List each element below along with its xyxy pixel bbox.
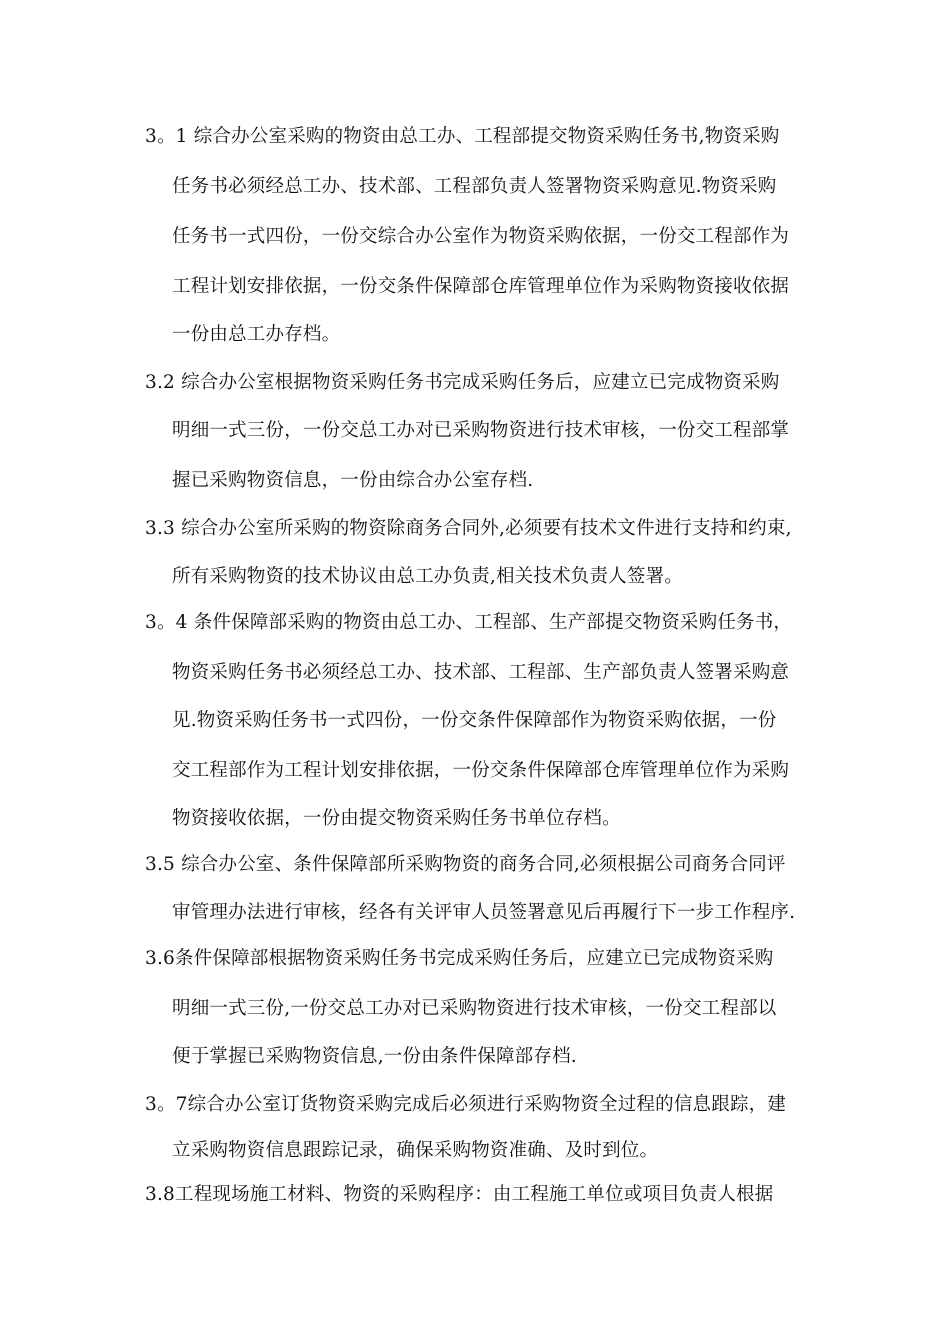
para-3-5-line-2: 审管理办法进行审核，经各有关评审人员签署意见后再履行下一步工作程序. — [172, 902, 796, 923]
para-3-3-line-2: 所有采购物资的技术协议由总工办负责,相关技术负责人签署。 — [172, 566, 683, 587]
para-3-3-line-1: 3.3 综合办公室所采购的物资除商务合同外,必须要有技术文件进行支持和约束, — [145, 518, 792, 539]
para-3-7-line-1: 3。7综合办公室订货物资采购完成后必须进行采购物资全过程的信息跟踪，建 — [145, 1094, 787, 1115]
para-3-6-line-3: 便于掌握已采购物资信息,一份由条件保障部存档. — [172, 1046, 577, 1067]
para-3-1-line-2: 任务书必须经总工办、技术部、工程部负责人签署物资采购意见.物资采购 — [172, 176, 777, 197]
para-3-4-line-4: 交工程部作为工程计划安排依据，一份交条件保障部仓库管理单位作为采购 — [172, 760, 790, 781]
para-3-4-line-5: 物资接收依据，一份由提交物资采购任务书单位存档。 — [172, 808, 621, 829]
para-3-8-line-1: 3.8工程现场施工材料、物资的采购程序：由工程施工单位或项目负责人根据 — [145, 1184, 774, 1205]
para-3-6-line-2: 明细一式三份,一份交总工办对已采购物资进行技术审核，一份交工程部以 — [172, 998, 777, 1019]
para-3-4-line-2: 物资采购任务书必须经总工办、技术部、工程部、生产部负责人签署采购意 — [172, 662, 790, 683]
para-3-1-line-5: 一份由总工办存档。 — [172, 324, 341, 345]
para-3-2-line-2: 明细一式三份，一份交总工办对已采购物资进行技术审核，一份交工程部掌 — [172, 420, 790, 441]
para-3-7-line-2: 立采购物资信息跟踪记录，确保采购物资准确、及时到位。 — [172, 1140, 659, 1161]
para-3-4-line-3: 见.物资采购任务书一式四份，一份交条件保障部作为物资采购依据，一份 — [172, 710, 777, 731]
para-3-2-line-3: 握已采购物资信息，一份由综合办公室存档. — [172, 470, 534, 491]
para-3-1-line-4: 工程计划安排依据，一份交条件保障部仓库管理单位作为采购物资接收依据 — [172, 276, 790, 297]
para-3-1-line-3: 任务书一式四份，一份交综合办公室作为物资采购依据，一份交工程部作为 — [172, 226, 790, 247]
para-3-2-line-1: 3.2 综合办公室根据物资采购任务书完成采购任务后，应建立已完成物资采购 — [145, 372, 780, 393]
para-3-4-line-1: 3。4 条件保障部采购的物资由总工办、工程部、生产部提交物资采购任务书， — [145, 612, 793, 633]
para-3-5-line-1: 3.5 综合办公室、条件保障部所采购物资的商务合同,必须根据公司商务合同评 — [145, 854, 786, 875]
para-3-1-line-1: 3。1 综合办公室采购的物资由总工办、工程部提交物资采购任务书,物资采购 — [145, 126, 780, 147]
para-3-6-line-1: 3.6条件保障部根据物资采购任务书完成采购任务后，应建立已完成物资采购 — [145, 948, 774, 969]
